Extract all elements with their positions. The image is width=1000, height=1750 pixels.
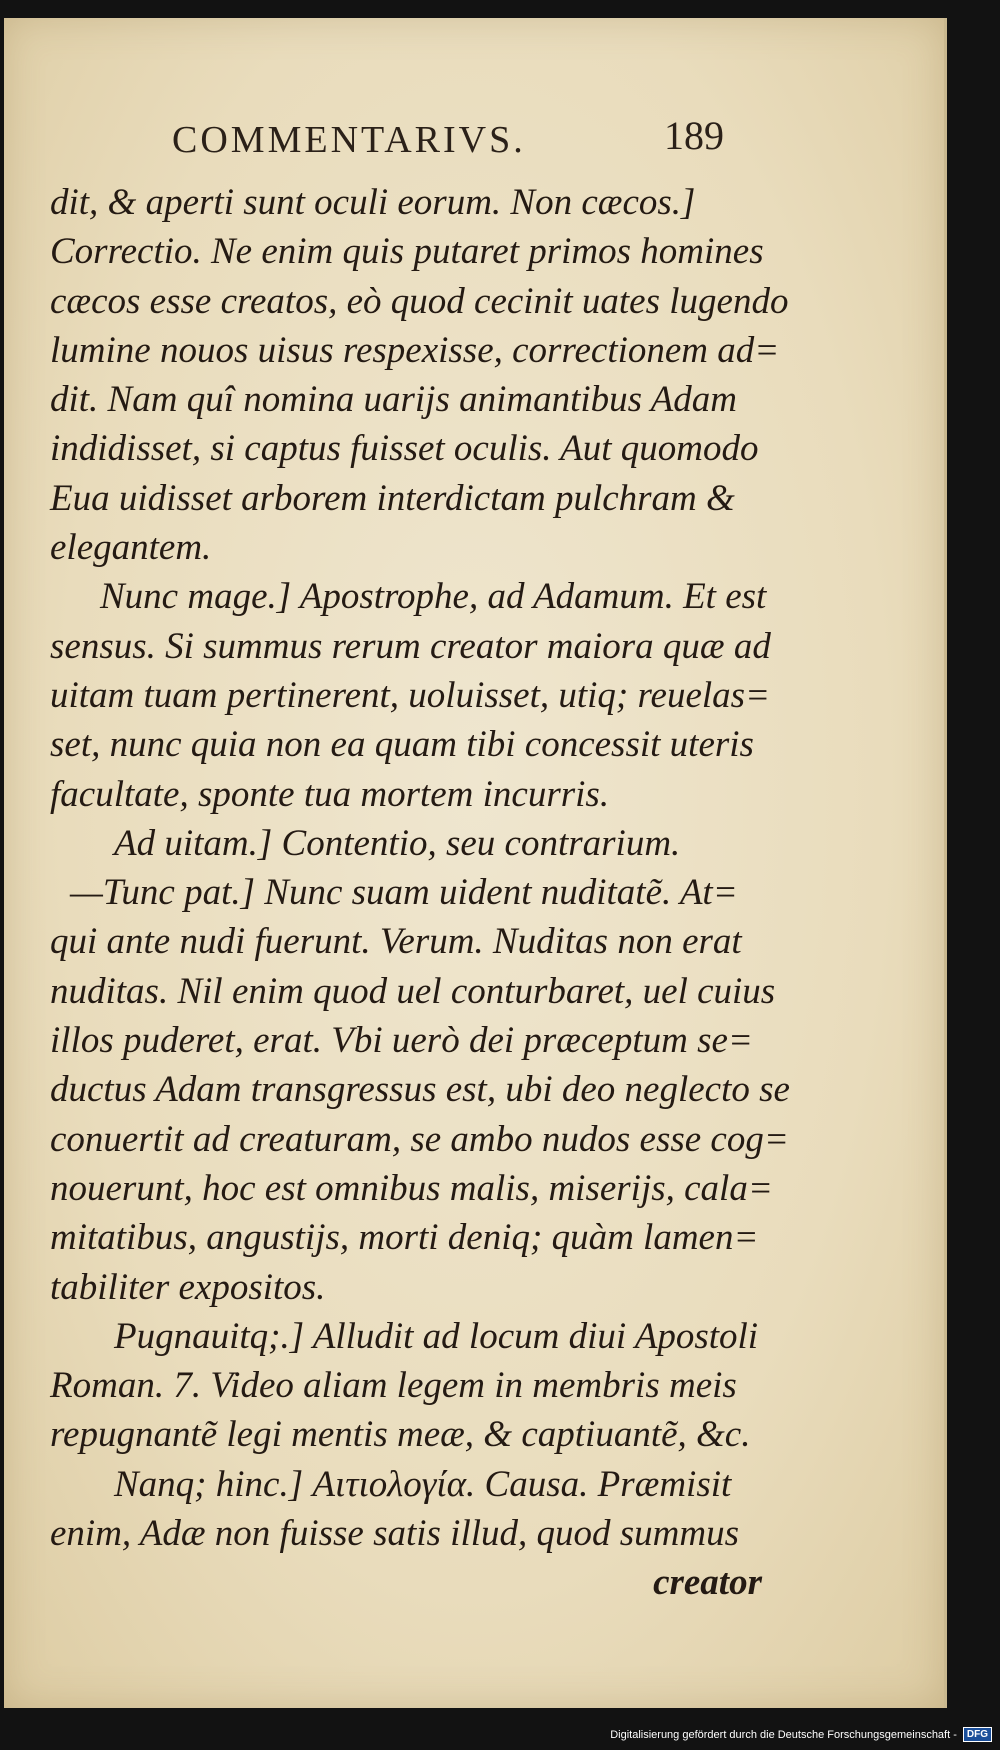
book-page [4, 18, 947, 1708]
catchword: creator [653, 1562, 762, 1604]
text-line: mitatibus, angustijs, morti deniq; quàm lamen= [50, 1217, 759, 1259]
text-line: conuertit ad creaturam, se ambo nudos esse cog= [50, 1118, 789, 1160]
text-line: Nanq; hinc.] Αιτιολογία. Causa. Præmisit [114, 1463, 732, 1505]
text-line: Pugnauitq;.] Alludit ad locum diui Apostoli [114, 1315, 759, 1357]
text-line: sensus. Si summus rerum creator maiora quæ ad [50, 625, 771, 667]
text-line: Nunc mage.] Apostrophe, ad Adamum. Et est [100, 576, 767, 618]
text-line: Ad uitam.] Contentio, seu contrarium. [114, 822, 681, 864]
text-line: illos puderet, erat. Vbi uerò dei præceptum se= [50, 1020, 753, 1062]
text-line: ductus Adam transgressus est, ubi deo neglecto se [50, 1069, 790, 1111]
text-line: indidisset, si captus fuisset oculis. Aut quomodo [50, 428, 759, 470]
text-line: qui ante nudi fuerunt. Verum. Nuditas non erat [50, 921, 742, 963]
text-line: set, nunc quia non ea quam tibi concessit uteris [50, 724, 754, 766]
text-line: tabiliter expositos. [50, 1266, 326, 1308]
text-line: Eua uidisset arborem interdictam pulchram & [50, 477, 735, 519]
text-line: nuditas. Nil enim quod uel conturbaret, uel cuius [50, 970, 776, 1012]
text-line: Roman. 7. Video aliam legem in membris meis [50, 1365, 737, 1407]
text-line: Correctio. Ne enim quis putaret primos homines [50, 231, 764, 273]
text-line: elegantem. [50, 527, 212, 569]
text-line: dit, & aperti sunt oculi eorum. Non cæcos.] [50, 182, 696, 223]
text-line: cæcos esse creatos, eò quod cecinit uates lugendo [50, 280, 789, 322]
text-line: nouerunt, hoc est omnibus malis, miserijs, cala= [50, 1167, 773, 1209]
running-title: COMMENTARIVS. [172, 119, 526, 161]
text-line: uitam tuam pertinerent, uoluisset, utiq; reuelas= [50, 674, 771, 716]
text-line: —Tunc pat.] Nunc suam uident nuditatẽ. At= [70, 872, 738, 914]
text-line: dit. Nam quî nomina uarijs animantibus Adam [50, 379, 737, 421]
text-line: repugnantẽ legi mentis meæ, & captiuantẽ, &c. [50, 1414, 751, 1456]
commentary-text [50, 178, 790, 1608]
text-line: lumine nouos uisus respexisse, correctionem ad= [50, 329, 780, 371]
page-header [4, 110, 944, 170]
digitization-credit [610, 1727, 992, 1742]
credit-text: Digitalisierung gefördert durch die Deutsche Forschungsgemeinschaft - [610, 1728, 957, 1741]
text-line: facultate, sponte tua mortem incurris. [50, 773, 610, 815]
dfg-logo: DFG [963, 1727, 992, 1742]
text-line: enim, Adæ non fuisse satis illud, quod summus [50, 1513, 739, 1555]
folio-number: 189 [664, 113, 724, 158]
